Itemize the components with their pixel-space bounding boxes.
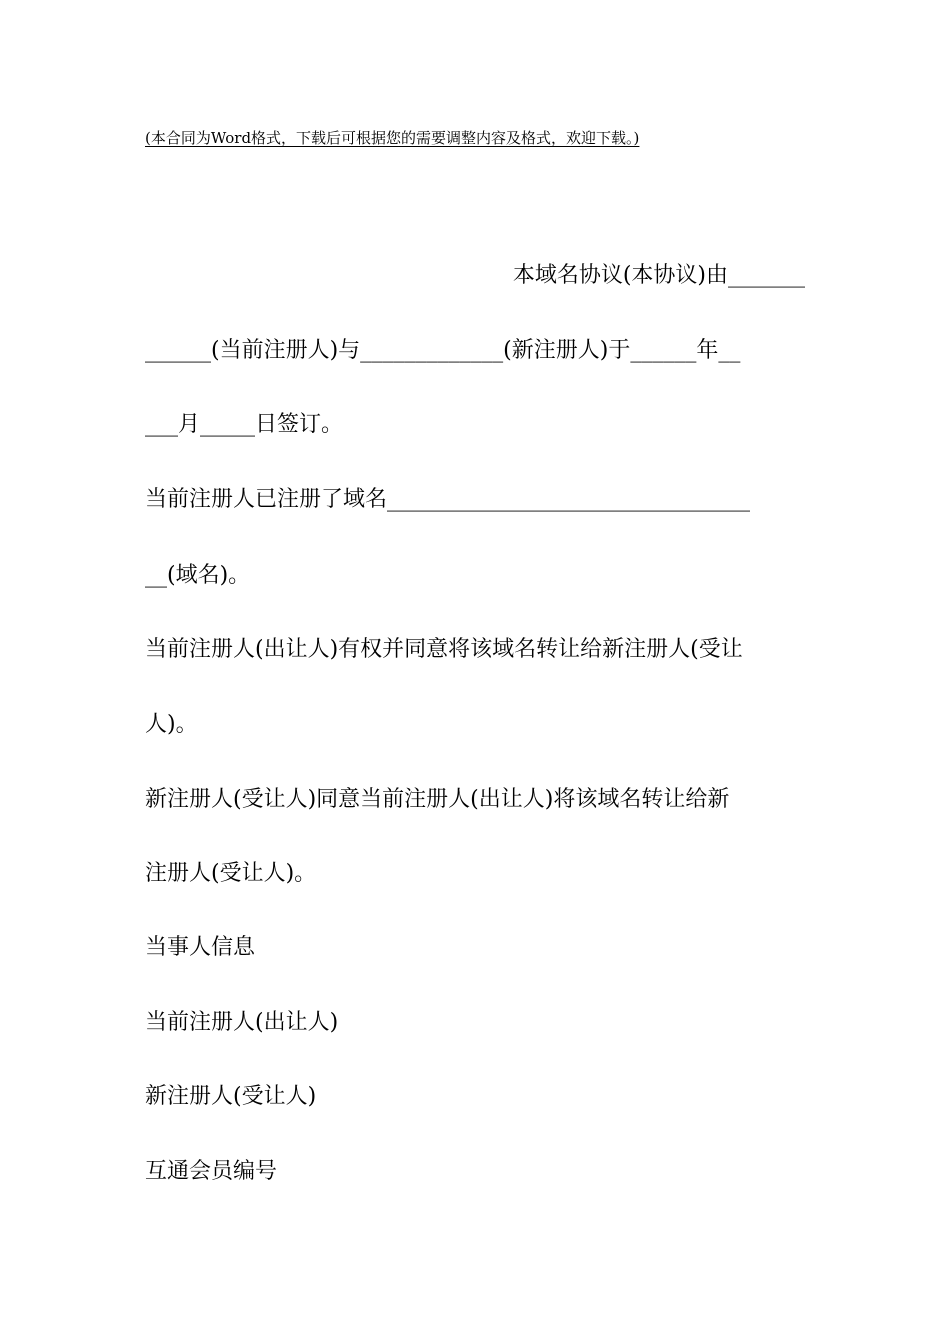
signing-date-line: ___月_____日签订。	[145, 412, 344, 437]
download-note: (本合同为Word格式，下载后可根据您的需要调整内容及格式，欢迎下载。)	[145, 129, 640, 147]
transferee-consent-line-end: 注册人(受让人)。	[145, 861, 317, 886]
domain-name-line: __(域名)。	[145, 563, 251, 588]
party-info-heading: 当事人信息	[145, 935, 256, 960]
transfer-consent-line-end: 人)。	[145, 712, 198, 737]
member-id-label: 互通会员编号	[145, 1159, 278, 1184]
new-registrant-label: 新注册人(受让人)	[145, 1084, 317, 1109]
current-registrant-label: 当前注册人(出让人)	[145, 1010, 339, 1035]
transferee-consent-line: 新注册人(受让人)同意当前注册人(出让人)将该域名转让给新	[145, 787, 730, 812]
domain-registered-line: 当前注册人已注册了域名_________________________________	[145, 487, 751, 512]
transfer-consent-line: 当前注册人(出让人)有权并同意将该域名转让给新注册人(受让	[145, 637, 743, 662]
agreement-intro-line: 本域名协议(本协议)由_______	[512, 263, 805, 288]
parties-date-line: ______(当前注册人)与_____________(新注册人)于______年__	[145, 338, 741, 363]
